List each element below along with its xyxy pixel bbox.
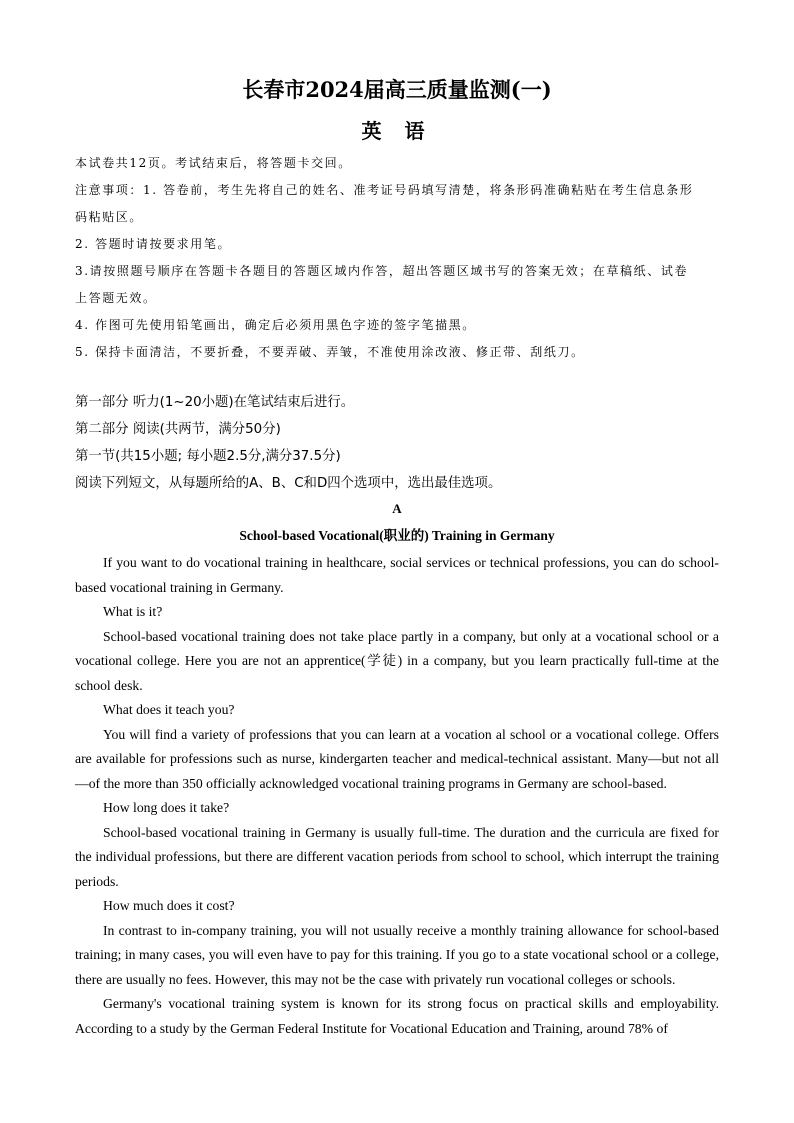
paragraph: Germany's vocational training system is known for its strong focus on practical skills and employability. According to a study by the German Federal Institute for Vocational Education and Training, around 78% of (75, 996, 719, 1036)
part-heading: 第二部分 阅读(共两节，满分50分) (75, 422, 281, 437)
paragraph: You will find a variety of professions that you can learn at a vocation al school or a vocational college. Offers are available for professions such as nurse, kindergarten teacher and medical-technical assistant. Many—but not all—of the more than 350 officially acknowledged vocational training programs in Germany are school-based. (75, 726, 719, 791)
section-headings (75, 389, 719, 497)
instruction-line: 2. 答题时请按要求用笔。 (75, 237, 232, 251)
passage-title: School-based Vocational(职业的) Training in Germany (239, 528, 555, 543)
part-heading: 第一节(共15小题; 每小题2.5分,满分37.5分) (75, 449, 341, 464)
instruction-line: 上答题无效。 (75, 291, 157, 305)
instruction-line: 3.请按照题号顺序在答题卡各题目的答题区域内作答，超出答题区域书写的答案无效；在草稿纸、试卷 (75, 264, 689, 278)
instruction-line: 4. 作图可先使用铅笔画出，确定后必须用黑色字迹的签字笔描黑。 (75, 318, 476, 332)
passage-body (75, 551, 719, 1041)
instruction-line: 码粘贴区。 (75, 210, 144, 224)
instruction-line: 5. 保持卡面清洁，不要折叠，不要弄破、弄皱，不准使用涂改液、修正带、刮纸刀。 (75, 345, 585, 359)
passage-label: A (392, 501, 402, 516)
paragraph: School-based vocational training in Germany is usually full-time. The duration and the curricula are fixed for the individual professions, but there are different vacation periods from school to school, which interrupt the training periods. (75, 824, 719, 889)
part-heading: 第一部分 听力(1~20小题)在笔试结束后进行。 (75, 395, 355, 410)
exam-title: 长春市2024届高三质量监测(一) (242, 77, 552, 102)
subject-title: 英 语 (361, 119, 433, 143)
paragraph: School-based vocational training does not take place partly in a company, but only at a vocational school or a vocational college. Here you are not an apprentice(学徒) in a company, but you learn practically full-time at the school desk. (75, 628, 719, 693)
instruction-line: 注意事项：1. 答卷前，考生先将自己的姓名、准考证号码填写清楚，将条形码准确粘贴在考生信息条形 (75, 183, 694, 197)
paragraph: If you want to do vocational training in healthcare, social services or technical professions, you can do school-based vocational training in Germany. (75, 555, 719, 595)
paragraph: In contrast to in-company training, you will not usually receive a monthly training allowance for school-based training; in many cases, you will even have to pay for this training. If you go to a state vocational school or a college, there are usually no fees. However, this may not be the case with privately run vocational colleges or schools. (75, 922, 719, 987)
question-heading: How much does it cost? (103, 898, 235, 913)
instruction-line: 本试卷共12页。考试结束后，将答题卡交回。 (75, 156, 352, 170)
instructions (75, 150, 719, 366)
part-heading: 阅读下列短文，从每题所给的A、B、C和D四个选项中，选出最佳选项。 (75, 476, 502, 491)
question-heading: What is it? (103, 604, 163, 619)
question-heading: How long does it take? (103, 800, 230, 815)
question-heading: What does it teach you? (103, 702, 235, 717)
